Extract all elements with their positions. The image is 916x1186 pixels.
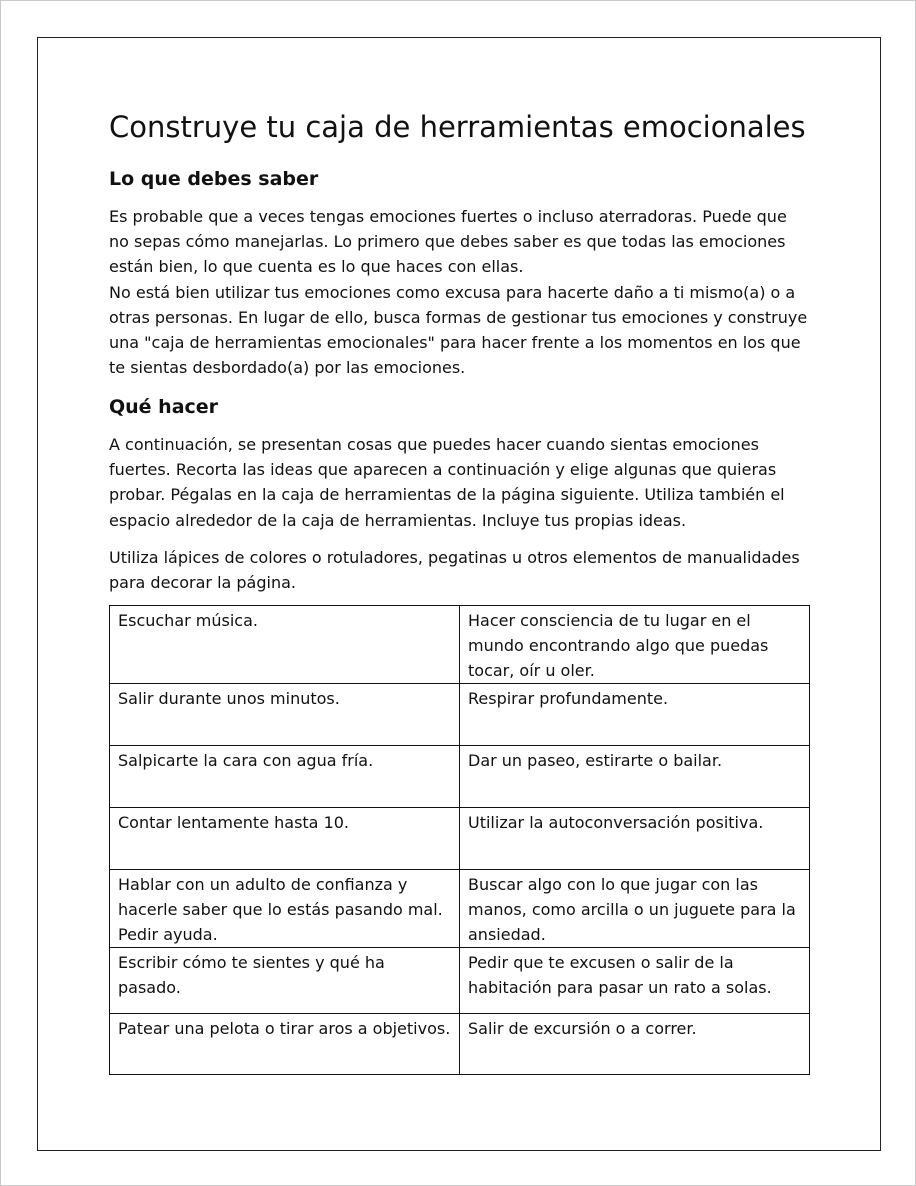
section-1-text bbox=[109, 204, 809, 380]
page-title: Construye tu caja de herramientas emocionales bbox=[109, 110, 806, 144]
paragraph: No está bien utilizar tus emociones como excusa para hacerte daño a ti mismo(a) o a otras personas. En lugar de ello, busca formas de gestionar tus emociones y construye una "caja de herramientas emocionales" para hacer frente a los momentos en los que te sientas desbordado(a) por las emociones. bbox=[109, 282, 808, 378]
table-cell-idea: Hablar con un adulto de confianza y hacerle saber que lo estás pasando mal. Pedir ayuda. bbox=[110, 870, 460, 948]
table-row bbox=[110, 870, 810, 948]
table-cell-idea: Respirar profundamente. bbox=[460, 684, 810, 746]
table-row bbox=[110, 948, 810, 1014]
paragraph: Utiliza lápices de colores o rotuladores, pegatinas u otros elementos de manualidades para decorar la página. bbox=[109, 548, 800, 593]
table-cell-idea: Hacer consciencia de tu lugar en el mundo encontrando algo que puedas tocar, oír u oler. bbox=[460, 606, 810, 684]
paragraph: A continuación, se presentan cosas que puedes hacer cuando sientas emociones fuertes. Recorta las ideas que aparecen a continuación y elige algunas que quieras probar. Pégalas en la caja de herramientas de la página siguiente. Utiliza también el espacio alrededor de la caja de herramientas. Incluye tus propias ideas. bbox=[109, 435, 785, 530]
paragraph: Es probable que a veces tengas emociones fuertes o incluso aterradoras. Puede que no sepas cómo manejarlas. Lo primero que debes saber es que todas las emociones están bien, lo que cuenta es lo que haces con ellas. bbox=[109, 207, 787, 277]
section-heading-lo-que-debes-saber: Lo que debes saber bbox=[109, 168, 319, 190]
table-row bbox=[110, 606, 810, 684]
table-row bbox=[110, 1014, 810, 1075]
table-cell-idea: Salir durante unos minutos. bbox=[110, 684, 460, 746]
table-cell-idea: Buscar algo con lo que jugar con las manos, como arcilla o un juguete para la ansiedad. bbox=[460, 870, 810, 948]
table-row bbox=[110, 808, 810, 870]
table-cell-idea: Salir de excursión o a correr. bbox=[460, 1014, 810, 1075]
table-cell-idea: Escribir cómo te sientes y qué ha pasado. bbox=[110, 948, 460, 1014]
table-cell-idea: Contar lentamente hasta 10. bbox=[110, 808, 460, 870]
table-cell-idea: Utilizar la autoconversación positiva. bbox=[460, 808, 810, 870]
table-cell-idea: Patear una pelota o tirar aros a objetivos. bbox=[110, 1014, 460, 1075]
table-cell-idea: Escuchar música. bbox=[110, 606, 460, 684]
section-heading-que-hacer: Qué hacer bbox=[109, 396, 219, 418]
table-cell-idea: Dar un paseo, estirarte o bailar. bbox=[460, 746, 810, 808]
table-row bbox=[110, 684, 810, 746]
ideas-table bbox=[109, 605, 810, 1075]
table-cell-idea: Pedir que te excusen o salir de la habitación para pasar un rato a solas. bbox=[460, 948, 810, 1014]
table-cell-idea: Salpicarte la cara con agua fría. bbox=[110, 746, 460, 808]
table-row bbox=[110, 746, 810, 808]
document-page bbox=[37, 37, 881, 1151]
